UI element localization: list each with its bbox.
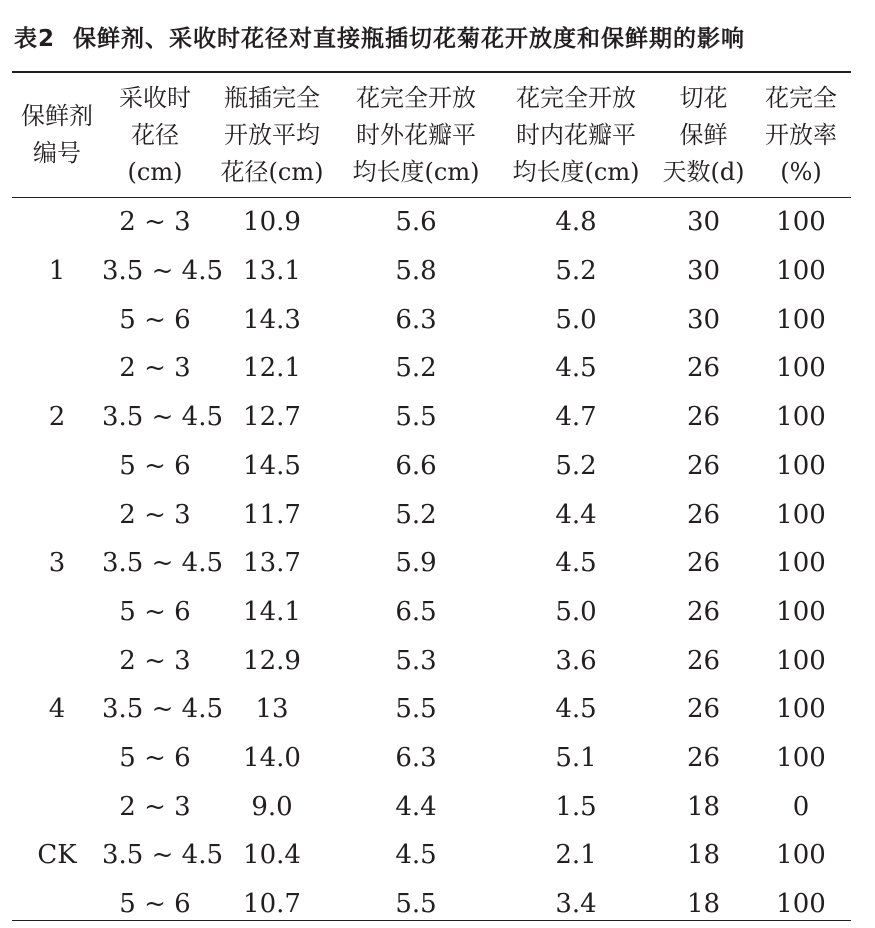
cell-open-diameter: 12.9 xyxy=(243,645,301,676)
cell-outer-petal: 5.6 xyxy=(395,207,437,238)
header-line: 均长度(cm) xyxy=(352,158,480,186)
header-line: 开放率 xyxy=(765,121,837,149)
cell-outer-petal: 4.4 xyxy=(395,791,437,822)
cell-vase-days: 26 xyxy=(686,499,721,530)
cell-inner-petal: 5.2 xyxy=(555,450,597,481)
cell-harvest-diameter: 2 ~ 3 xyxy=(119,353,191,384)
header-line: 保鲜 xyxy=(679,121,728,149)
table-row xyxy=(12,734,851,783)
cell-outer-petal: 5.5 xyxy=(395,889,437,920)
table-row xyxy=(12,442,851,491)
cell-harvest-diameter: 3.5 ~ 4.5 xyxy=(102,694,224,725)
header-line: (cm) xyxy=(127,158,183,186)
cell-harvest-diameter: 5 ~ 6 xyxy=(119,304,191,335)
cell-harvest-diameter: 2 ~ 3 xyxy=(119,207,191,238)
cell-open-diameter: 14.1 xyxy=(243,596,301,627)
cell-harvest-diameter: 5 ~ 6 xyxy=(119,889,191,920)
cell-harvest-diameter: 3.5 ~ 4.5 xyxy=(102,256,224,287)
cell-open-rate: 100 xyxy=(776,889,826,920)
cell-outer-petal: 4.5 xyxy=(395,840,437,871)
cell-vase-days: 26 xyxy=(686,743,721,774)
table-row xyxy=(12,393,851,442)
cell-open-diameter: 10.4 xyxy=(243,840,301,871)
table-row xyxy=(12,588,851,637)
header-line: 花径(cm) xyxy=(220,158,324,186)
header-inner-petal xyxy=(496,80,656,192)
header-line: (%) xyxy=(780,158,822,186)
table-row xyxy=(12,685,851,734)
header-agent-no xyxy=(12,80,102,192)
cell-harvest-diameter: 5 ~ 6 xyxy=(119,596,191,627)
cell-open-diameter: 10.7 xyxy=(243,889,301,920)
table-row xyxy=(12,344,851,393)
cell-vase-days: 30 xyxy=(686,304,721,335)
cell-harvest-diameter: 2 ~ 3 xyxy=(119,791,191,822)
cell-inner-petal: 3.4 xyxy=(555,889,597,920)
cell-inner-petal: 5.2 xyxy=(555,256,597,287)
bottom-rule xyxy=(12,920,851,921)
table-row xyxy=(12,782,851,831)
cell-outer-petal: 5.9 xyxy=(395,548,437,579)
cell-vase-days: 26 xyxy=(686,596,721,627)
cell-open-diameter: 13.7 xyxy=(243,548,301,579)
cell-outer-petal: 5.8 xyxy=(395,256,437,287)
header-outer-petal xyxy=(336,80,496,192)
header-line: 时内花瓣平 xyxy=(516,121,636,149)
header-line: 均长度(cm) xyxy=(512,158,640,186)
cell-inner-petal: 4.5 xyxy=(555,353,597,384)
cell-vase-days: 18 xyxy=(686,840,721,871)
cell-open-diameter: 13 xyxy=(255,694,289,725)
table-row xyxy=(12,490,851,539)
cell-outer-petal: 5.2 xyxy=(395,499,437,530)
header-line: 花完全开放 xyxy=(356,84,476,112)
cell-open-rate: 100 xyxy=(776,694,826,725)
cell-agent-no: 2 xyxy=(48,402,66,433)
cell-inner-petal: 5.0 xyxy=(555,304,597,335)
cell-open-diameter: 12.1 xyxy=(243,353,301,384)
cell-outer-petal: 6.3 xyxy=(395,304,437,335)
cell-open-rate: 100 xyxy=(776,304,826,335)
cell-open-rate: 100 xyxy=(776,256,826,287)
cell-vase-days: 26 xyxy=(686,694,721,725)
cell-outer-petal: 6.6 xyxy=(395,450,437,481)
cell-open-diameter: 10.9 xyxy=(243,207,301,238)
cell-outer-petal: 6.3 xyxy=(395,743,437,774)
cell-open-rate: 100 xyxy=(776,548,826,579)
table-caption xyxy=(14,20,745,53)
header-line: 花完全开放 xyxy=(516,84,636,112)
cell-open-diameter: 12.7 xyxy=(243,402,301,433)
cell-open-diameter: 14.5 xyxy=(243,450,301,481)
table-number: 表2 xyxy=(14,26,56,52)
header-line: 天数(d) xyxy=(662,158,745,186)
header-line: 保鲜剂 xyxy=(21,102,93,130)
cell-harvest-diameter: 3.5 ~ 4.5 xyxy=(102,402,224,433)
cell-outer-petal: 5.5 xyxy=(395,402,437,433)
cell-agent-no: 1 xyxy=(48,256,66,287)
cell-vase-days: 18 xyxy=(686,791,721,822)
header-line: 切花 xyxy=(679,84,728,112)
cell-inner-petal: 4.8 xyxy=(555,207,597,238)
table-header xyxy=(12,80,851,192)
header-line: 花径 xyxy=(131,121,179,149)
header-line: 采收时 xyxy=(119,84,191,112)
header-open-diameter xyxy=(208,80,336,192)
header-harvest-diameter xyxy=(102,80,208,192)
cell-open-diameter: 13.1 xyxy=(243,256,301,287)
cell-inner-petal: 3.6 xyxy=(555,645,597,676)
cell-inner-petal: 4.5 xyxy=(555,548,597,579)
cell-harvest-diameter: 3.5 ~ 4.5 xyxy=(102,840,224,871)
table-row xyxy=(12,539,851,588)
header-line: 花完全 xyxy=(765,84,837,112)
table-row xyxy=(12,198,851,247)
cell-inner-petal: 4.5 xyxy=(555,694,597,725)
cell-open-rate: 0 xyxy=(792,791,810,822)
cell-vase-days: 30 xyxy=(686,207,721,238)
cell-open-rate: 100 xyxy=(776,353,826,384)
header-line: 瓶插完全 xyxy=(224,84,320,112)
header-line: 编号 xyxy=(33,139,81,167)
cell-harvest-diameter: 3.5 ~ 4.5 xyxy=(102,548,224,579)
cell-inner-petal: 5.0 xyxy=(555,596,597,627)
cell-agent-no: 4 xyxy=(48,694,66,725)
cell-harvest-diameter: 5 ~ 6 xyxy=(119,450,191,481)
table-row xyxy=(12,295,851,344)
cell-open-rate: 100 xyxy=(776,402,826,433)
cell-inner-petal: 1.5 xyxy=(555,791,597,822)
cell-open-rate: 100 xyxy=(776,840,826,871)
cell-open-diameter: 14.0 xyxy=(243,743,301,774)
cell-open-rate: 100 xyxy=(776,743,826,774)
header-line: 时外花瓣平 xyxy=(356,121,476,149)
cell-inner-petal: 5.1 xyxy=(555,743,597,774)
cell-vase-days: 26 xyxy=(686,450,721,481)
table-row xyxy=(12,247,851,296)
cell-vase-days: 26 xyxy=(686,548,721,579)
cell-open-rate: 100 xyxy=(776,450,826,481)
cell-vase-days: 30 xyxy=(686,256,721,287)
cell-open-rate: 100 xyxy=(776,645,826,676)
cell-open-diameter: 9.0 xyxy=(251,791,293,822)
cell-open-diameter: 11.7 xyxy=(243,499,301,530)
cell-outer-petal: 6.5 xyxy=(395,596,437,627)
cell-outer-petal: 5.5 xyxy=(395,694,437,725)
cell-inner-petal: 4.4 xyxy=(555,499,597,530)
cell-open-diameter: 14.3 xyxy=(243,304,301,335)
header-open-rate xyxy=(751,80,851,192)
cell-harvest-diameter: 2 ~ 3 xyxy=(119,645,191,676)
cell-vase-days: 26 xyxy=(686,645,721,676)
header-vase-days xyxy=(656,80,751,192)
cell-vase-days: 26 xyxy=(686,402,721,433)
table-row xyxy=(12,831,851,880)
cell-open-rate: 100 xyxy=(776,207,826,238)
table-row xyxy=(12,636,851,685)
cell-inner-petal: 4.7 xyxy=(555,402,597,433)
cell-open-rate: 100 xyxy=(776,596,826,627)
cell-vase-days: 18 xyxy=(686,889,721,920)
header-line: 开放平均 xyxy=(224,121,320,149)
cell-open-rate: 100 xyxy=(776,499,826,530)
cell-harvest-diameter: 2 ~ 3 xyxy=(119,499,191,530)
cell-agent-no: 3 xyxy=(48,548,66,579)
cell-inner-petal: 2.1 xyxy=(555,840,597,871)
cell-outer-petal: 5.3 xyxy=(395,645,437,676)
top-rule xyxy=(12,71,851,73)
cell-outer-petal: 5.2 xyxy=(395,353,437,384)
cell-harvest-diameter: 5 ~ 6 xyxy=(119,743,191,774)
cell-agent-no: CK xyxy=(37,840,77,871)
table-title: 保鲜剂、采收时花径对直接瓶插切花菊花开放度和保鲜期的影响 xyxy=(73,26,746,52)
cell-vase-days: 26 xyxy=(686,353,721,384)
